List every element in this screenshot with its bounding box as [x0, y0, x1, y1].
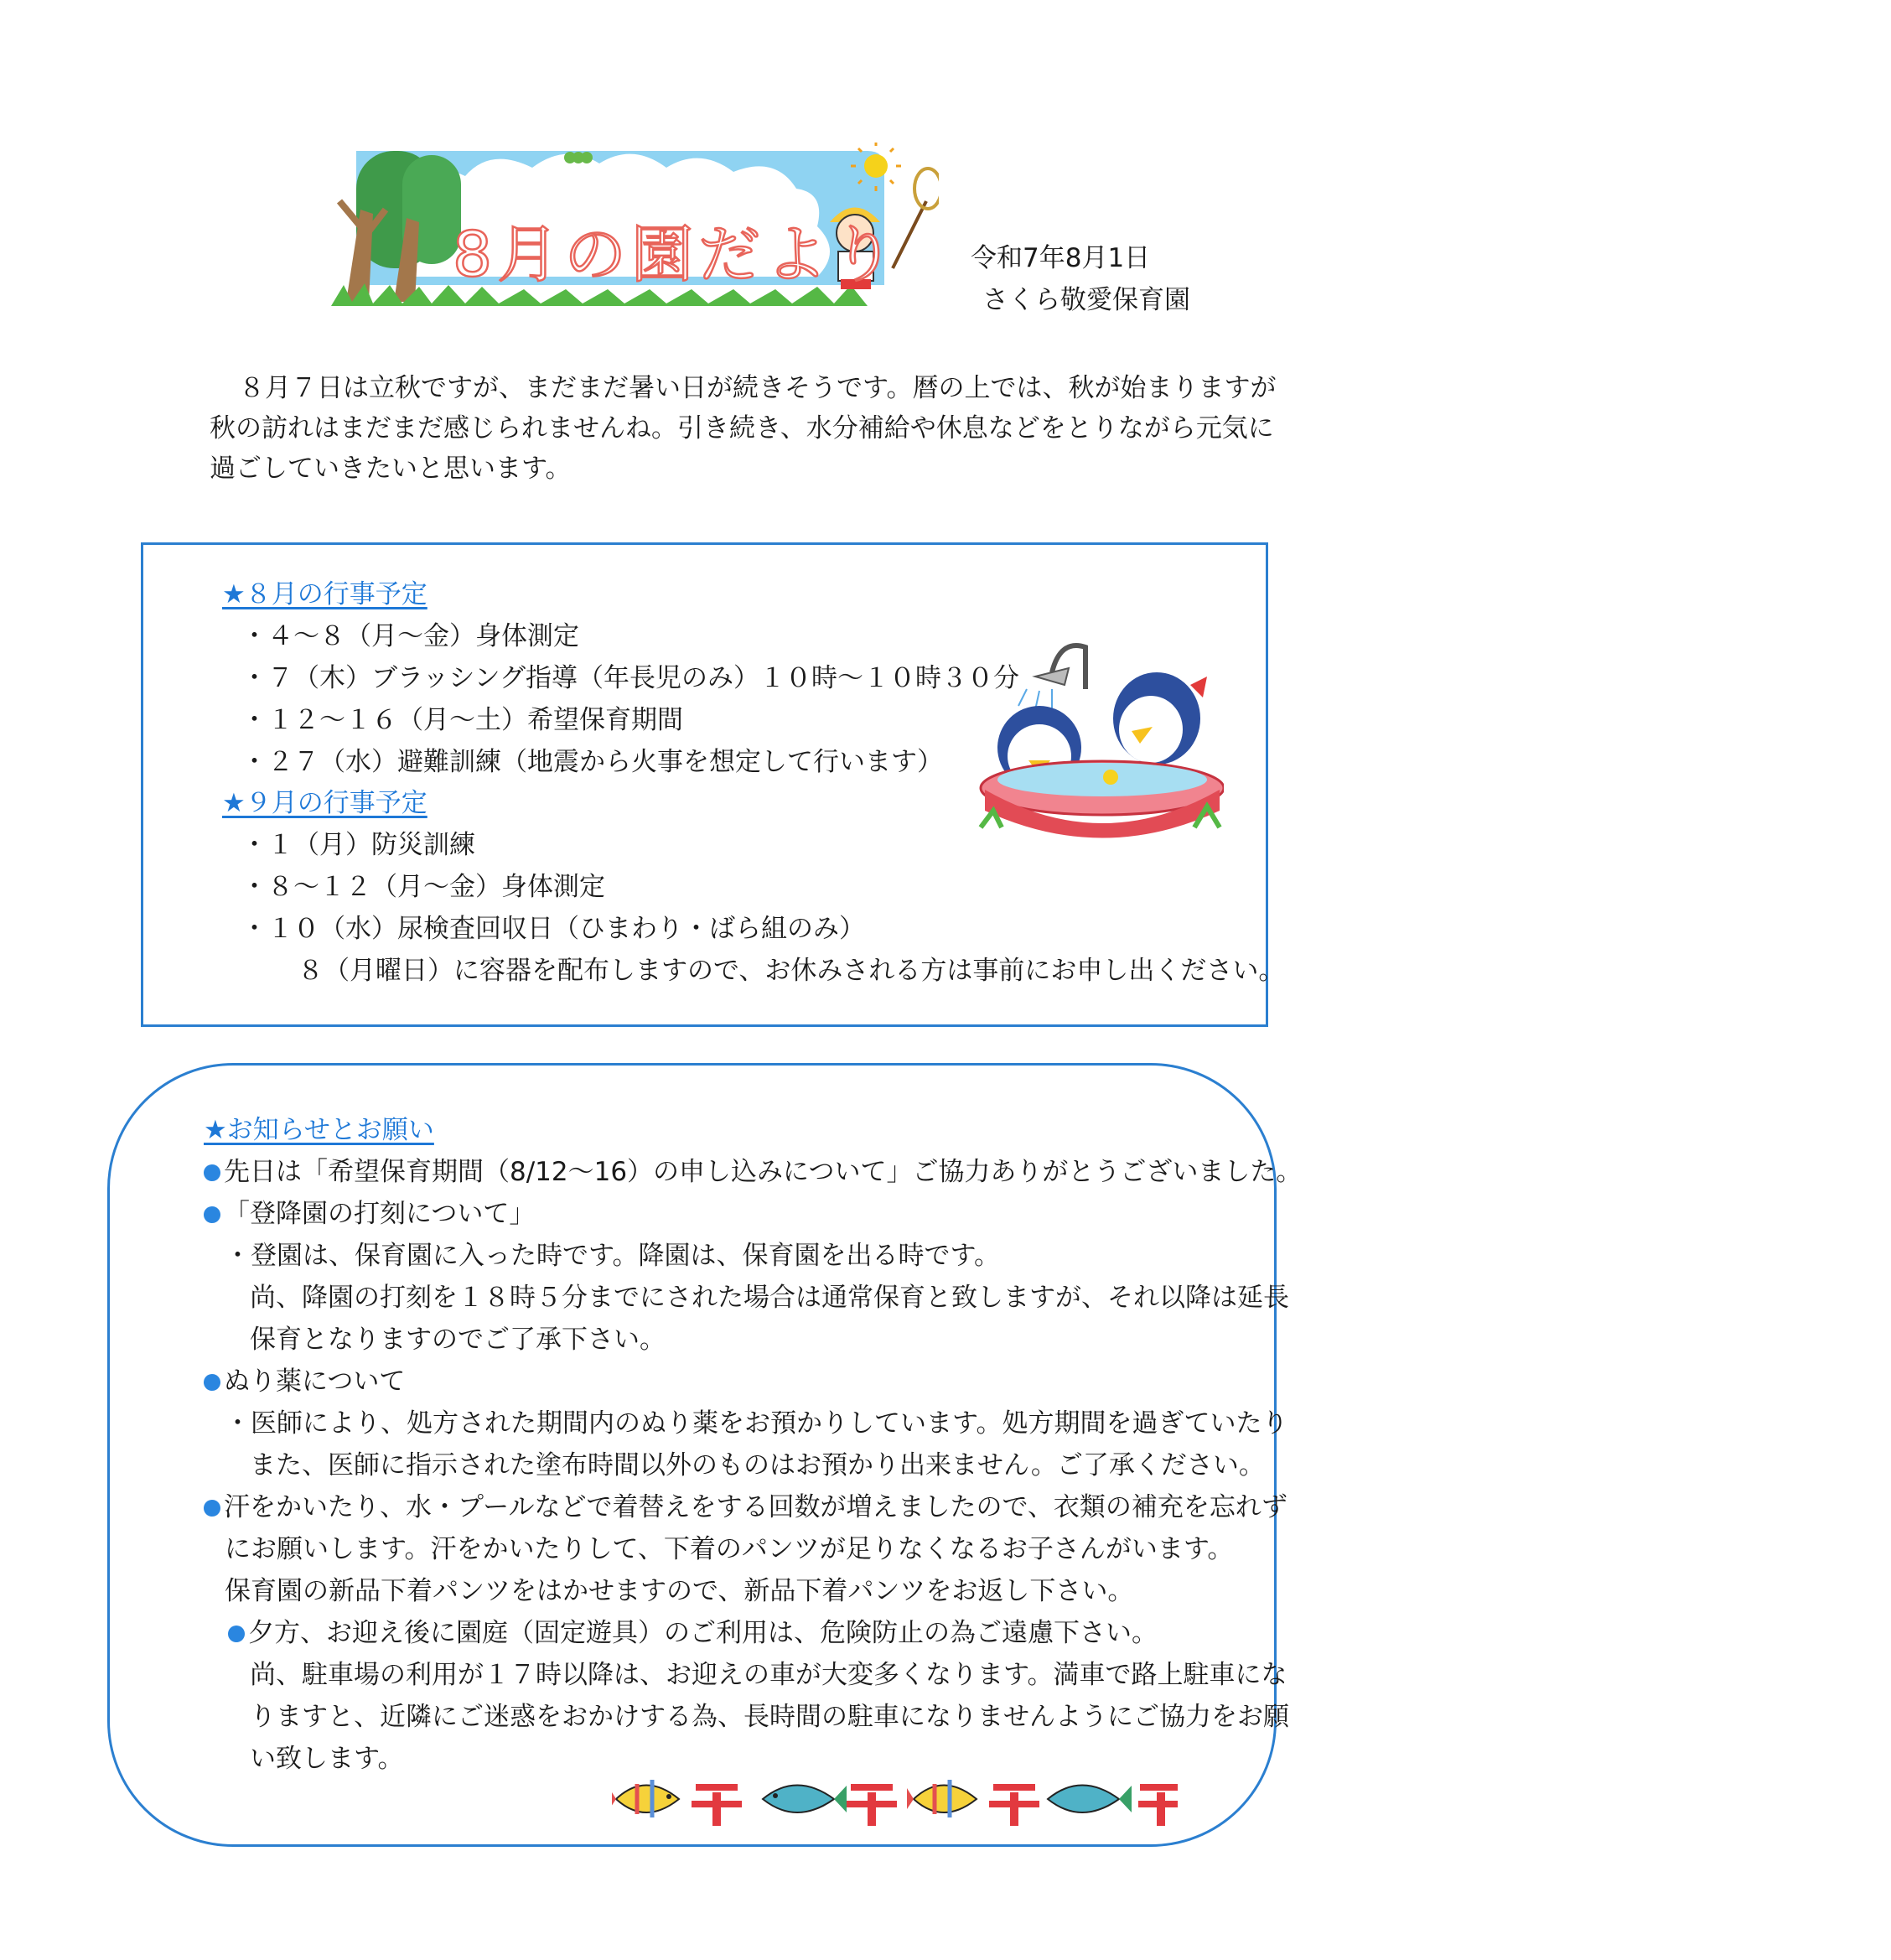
notice-clothes-text: 汗をかいたり、水・プールなどで着替えをする回数が増えましたので、衣類の補充を忘れず [224, 1492, 1287, 1522]
notice-line: 保育園の新品下着パンツをはかせますので、新品下着パンツをお返し下さい。 [225, 1576, 1134, 1606]
notice-evening [228, 1611, 1158, 1649]
intro-line: ８月７日は立秋ですが、まだまだ暑い日が続きそうです。暦の上では、秋が始まりますが [239, 373, 1277, 403]
school-name: さくら敬愛保育園 [982, 285, 1190, 315]
coral-icon [692, 1784, 742, 1826]
schedule-item: ・１（月）防災訓練 [241, 830, 475, 860]
bullet-icon [204, 1206, 220, 1223]
penguins-pool-icon [977, 639, 1224, 840]
notice-ointment-title [204, 1360, 405, 1397]
coral-icon [989, 1784, 1039, 1826]
issue-date: 令和7年8月1日 [971, 243, 1151, 273]
bullet-icon [228, 1626, 245, 1642]
september-schedule-heading: ★９月の行事予定 [222, 788, 427, 818]
bullet-icon [204, 1500, 220, 1517]
schedule-item: ・８～１２（月～金）身体測定 [241, 872, 605, 902]
notice-line: にお願いします。汗をかいたりして、下着のパンツが足りなくなるお子さんがいます。 [225, 1534, 1234, 1564]
schedule-item: ・１２～１６（月～土）希望保育期間 [241, 705, 683, 735]
notice-evening-text: 夕方、お迎え後に園庭（固定遊具）のご利用は、危険防止の為ご遠慮下さい。 [248, 1618, 1158, 1648]
august-schedule-heading: ★８月の行事予定 [222, 579, 427, 609]
coral-icon [847, 1784, 897, 1826]
banner-title: 8月の園だより [453, 219, 900, 291]
notice-line: 尚、降園の打刻を１８時５分までにされた場合は通常保育と致しますが、それ以降は延長 [250, 1283, 1289, 1313]
schedule-item: ・２７（水）避難訓練（地震から火事を想定して行います） [241, 747, 943, 777]
notice-clothes [204, 1486, 1287, 1523]
bullet-icon [204, 1374, 220, 1391]
notice-line: ・医師により、処方された期間内のぬり薬をお預かりしています。処方期間を過ぎていたり [225, 1408, 1288, 1439]
notice-line: また、医師に指示された塗布時間以外のものはお預かり出来ません。ご了承ください。 [250, 1450, 1265, 1480]
notice-ointment-title-text: ぬり薬について [224, 1366, 406, 1397]
fish-icon [907, 1780, 977, 1817]
fish-icon [612, 1780, 679, 1817]
notice-line: い致します。 [250, 1744, 404, 1774]
notice-line: ・登園は、保育園に入った時です。降園は、保育園を出る時です。 [225, 1241, 1001, 1271]
notice-heading: ★お知らせとお願い [204, 1115, 434, 1145]
schedule-item: ・１０（水）尿検査回収日（ひまわり・ばら組のみ） [241, 914, 865, 944]
intro-line: 過ごしていきたいと思います。 [210, 454, 572, 484]
notice-line: 尚、駐車場の利用が１７時以降は、お迎えの車が大変多くなります。満車で路上駐車にな [250, 1660, 1287, 1690]
schedule-note: ８（月曜日）に容器を配布しますので、お休みされる方は事前にお申し出ください。 [298, 956, 1285, 986]
fish-coral-decoration [612, 1767, 1178, 1830]
schedule-item: ・７（木）ブラッシング指導（年長児のみ）１０時～１０時３０分 [241, 663, 1019, 693]
bullet-icon [204, 1164, 220, 1181]
intro-line: 秋の訪れはまだまだ感じられませんね。引き続き、水分補給や休息などをとりながら元気に [210, 413, 1274, 443]
notice-line: 保育となりますのでご了承下さい。 [250, 1325, 666, 1355]
fish-icon [763, 1786, 847, 1813]
notice-stamp-title [204, 1192, 535, 1230]
notice-thanks [204, 1150, 1302, 1188]
notice-line: りますと、近隣にご迷惑をおかけする為、長時間の駐車になりませんようにご協力をお願 [250, 1702, 1289, 1732]
coral-icon [1138, 1784, 1178, 1826]
schedule-item: ・４～８（月～金）身体測定 [241, 621, 579, 651]
notice-stamp-title-text: 「登降園の打刻について」 [224, 1199, 536, 1229]
fish-icon [1048, 1786, 1132, 1813]
notice-thanks-text: 先日は「希望保育期間（8/12～16）の申し込みについて」ご協力ありがとうございました。 [224, 1157, 1303, 1187]
